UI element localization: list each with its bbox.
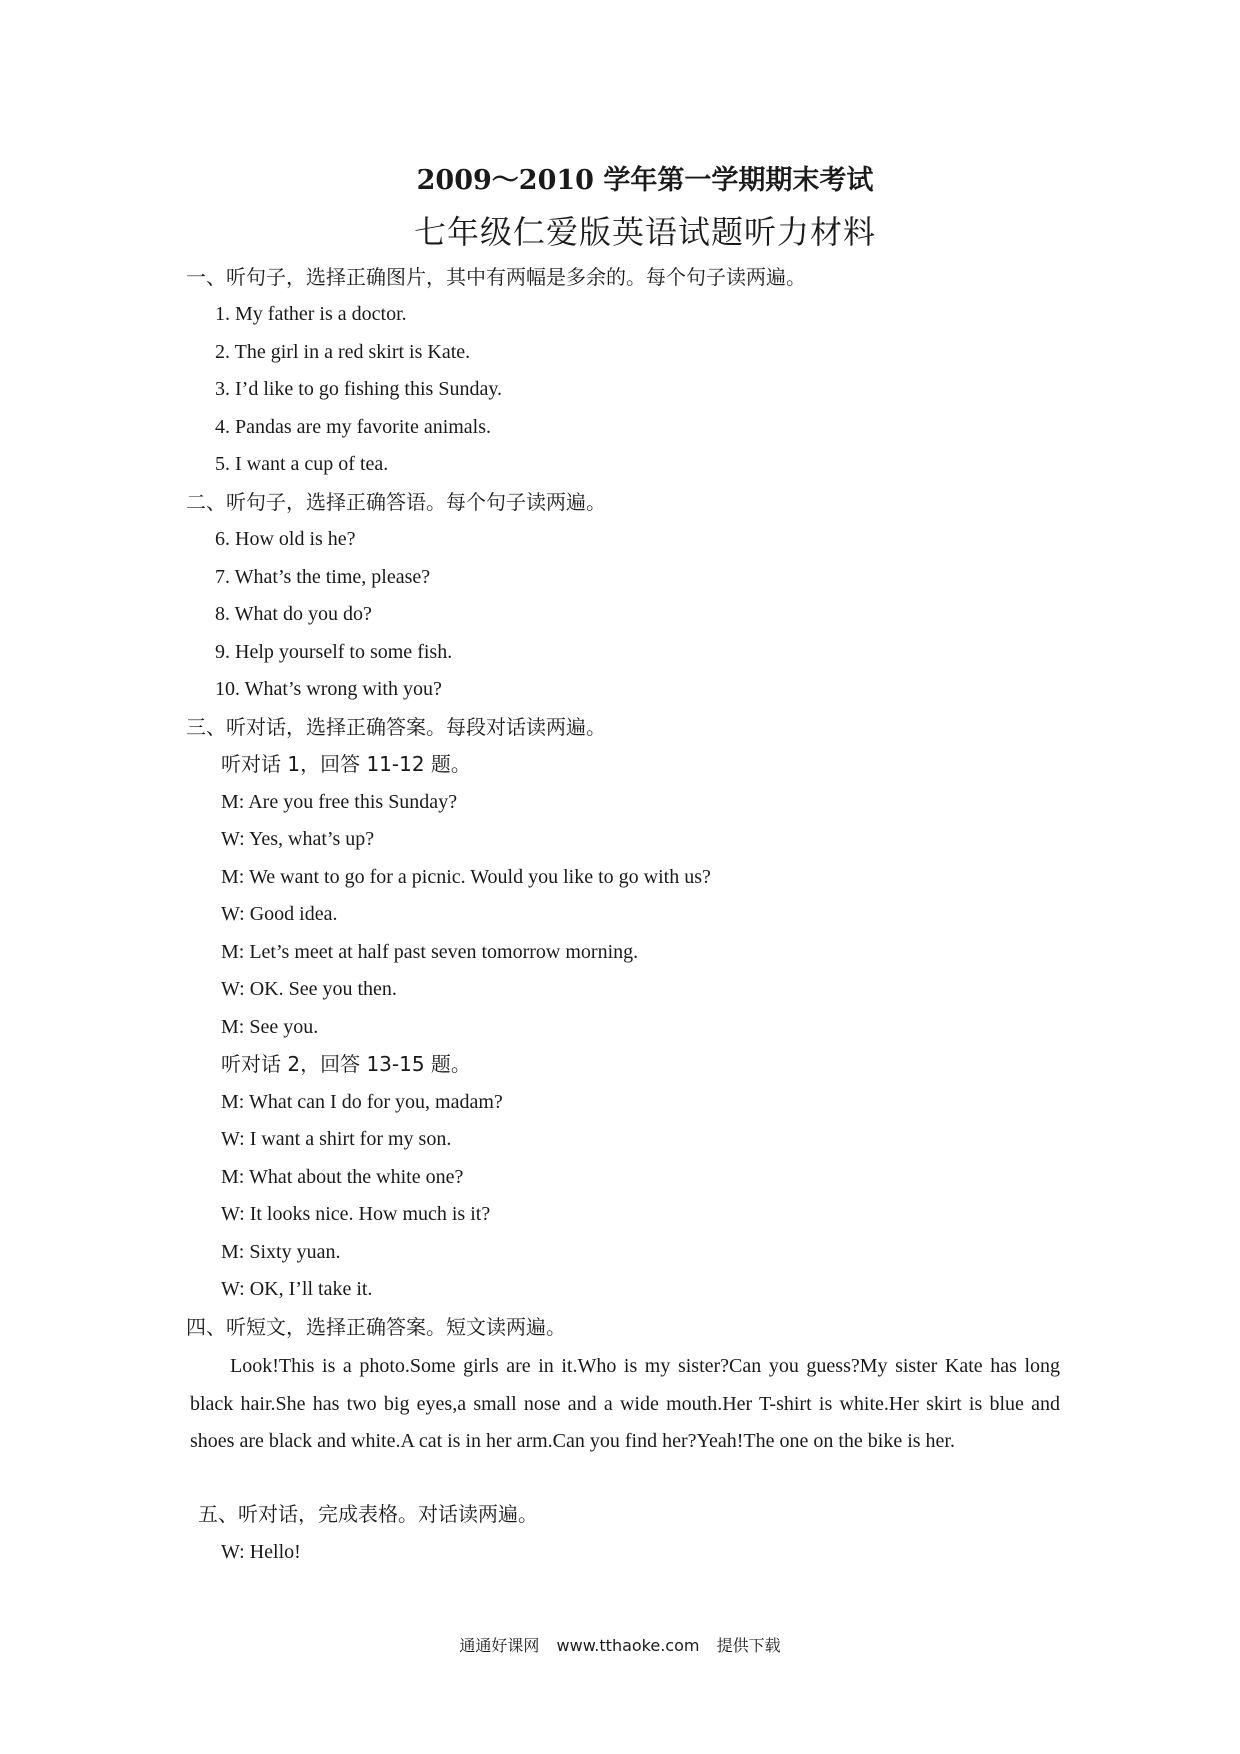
dialog-line: W: Hello! [221, 1541, 301, 1563]
section-4-heading: 四、听短文，选择正确答案。短文读两遍。 [186, 1315, 566, 1339]
dialog-line: W: Good idea. [221, 903, 338, 925]
list-item: 1. My father is a doctor. [215, 303, 407, 325]
section-5-heading: 五、听对话，完成表格。对话读两遍。 [198, 1502, 538, 1526]
exam-title: 2009～2010 学年第一学期期末考试 [416, 165, 874, 196]
dialog-line: W: I want a shirt for my son. [221, 1128, 452, 1150]
list-item: 10. What’s wrong with you? [215, 678, 442, 700]
list-item: 7. What’s the time, please? [215, 566, 431, 588]
section-1-heading: 一、听句子，选择正确图片，其中有两幅是多余的。每个句子读两遍。 [186, 265, 806, 289]
list-item: 4. Pandas are my favorite animals. [215, 416, 492, 438]
dialog-1-intro: 听对话 1，回答 11-12 题。 [221, 752, 471, 776]
list-item: 6. How old is he? [215, 528, 356, 550]
list-item: 9. Help yourself to some fish. [215, 641, 453, 663]
passage: Look!This is a photo.Some girls are in it.Who is my sister?Can you guess?My sister Kate has long black hair.She has two big eyes,a small nose and a wide mouth.Her T-shirt is white.Her skirt is blue and shoes are black and white.A cat is in her arm.Can you find her?Yeah!The one on the bike is her. [190, 1355, 1060, 1452]
dialog-line: M: What can I do for you, madam? [221, 1091, 503, 1113]
dialog-line: W: OK, I’ll take it. [221, 1278, 373, 1300]
exam-subtitle: 七年级仁爱版英语试题听力材料 [413, 213, 876, 251]
footer-site-name: 通通好课网 [459, 1636, 540, 1655]
dialog-line: W: OK. See you then. [221, 978, 397, 1000]
footer-url[interactable]: www.tthaoke.com [556, 1636, 700, 1655]
list-item: 8. What do you do? [215, 603, 372, 625]
dialog-line: M: Sixty yuan. [221, 1241, 341, 1263]
dialog-line: W: It looks nice. How much is it? [221, 1203, 491, 1225]
page-footer [0, 1633, 1240, 1656]
list-item: 3. I’d like to go fishing this Sunday. [215, 378, 503, 400]
dialog-line: M: What about the white one? [221, 1166, 464, 1188]
dialog-line: M: We want to go for a picnic. Would you like to go with us? [221, 866, 711, 888]
list-item: 5. I want a cup of tea. [215, 453, 389, 475]
section-3-heading: 三、听对话，选择正确答案。每段对话读两遍。 [186, 715, 606, 739]
dialog-2-intro: 听对话 2，回答 13-15 题。 [221, 1052, 471, 1076]
dialog-line: M: Are you free this Sunday? [221, 791, 458, 813]
dialog-line: W: Yes, what’s up? [221, 828, 375, 850]
footer-suffix: 提供下载 [716, 1636, 781, 1655]
dialog-line: M: Let’s meet at half past seven tomorrow morning. [221, 941, 639, 963]
list-item: 2. The girl in a red skirt is Kate. [215, 341, 471, 363]
dialog-line: M: See you. [221, 1016, 319, 1038]
section-2-heading: 二、听句子，选择正确答语。每个句子读两遍。 [186, 490, 606, 514]
